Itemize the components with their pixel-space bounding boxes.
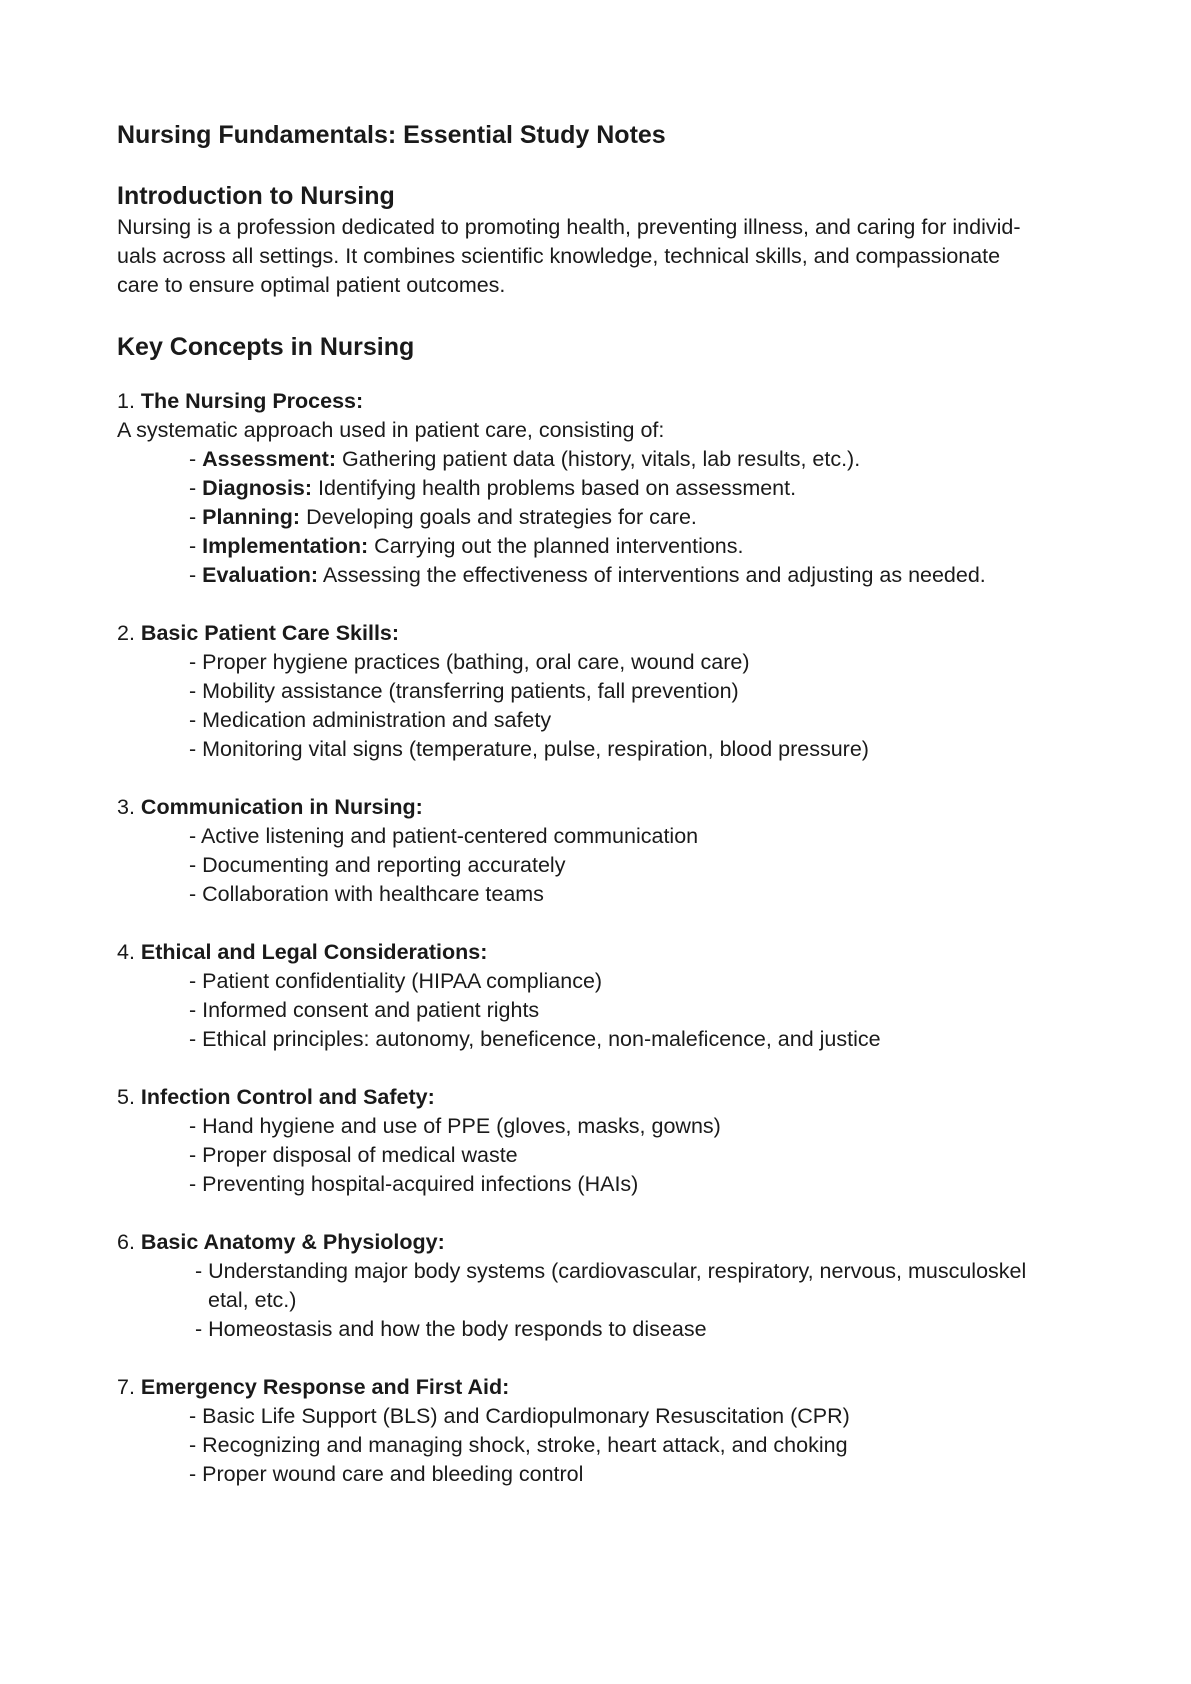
list-item [189,822,1097,851]
item-text: Collaboration with healthcare teams [202,882,544,906]
concept-items [117,822,1097,909]
list-item [189,880,1097,909]
item-text: Preventing hospital-acquired infections (HAIs) [202,1172,639,1196]
item-text: Monitoring vital signs (temperature, pulse, respiration, blood pressure) [202,737,869,761]
intro-paragraph [117,213,1097,300]
intro-heading: Introduction to Nursing [117,182,395,210]
concept-number: 3. [117,795,135,819]
list-item [189,967,1097,996]
bullet: - [189,708,203,732]
concept-title [117,387,1097,416]
bullet: - [189,969,203,993]
concept-number: 7. [117,1375,135,1399]
item-text: Patient confidentiality (HIPAA compliance) [202,969,603,993]
item-text: Proper hygiene practices (bathing, oral care, wound care) [202,650,750,674]
bullet: - [189,1433,203,1457]
intro-line: Nursing is a profession dedicated to promoting health, preventing illness, and caring for individ- [117,215,1021,239]
list-item [189,648,1097,677]
list-item [189,1431,1097,1460]
concept-title-text: Communication in Nursing: [140,795,423,819]
concept-items [117,1257,1097,1344]
document-title: Nursing Fundamentals: Essential Study Notes [117,121,666,149]
item-text: Understanding major body systems (cardiovascular, respiratory, nervous, musculoskel [208,1259,1027,1283]
list-item [189,706,1097,735]
item-text-continuation: etal, etc.) [208,1288,297,1312]
list-item [189,1170,1097,1199]
concept-title [117,1083,1097,1112]
item-text: Gathering patient data (history, vitals, lab results, etc.). [341,447,861,471]
item-text: Proper wound care and bleeding control [202,1462,584,1486]
concept-title [117,1373,1097,1402]
list-item [195,1315,1097,1344]
list-item [189,474,1097,503]
list-item [189,1141,1097,1170]
list-item [189,1025,1097,1054]
item-text: Mobility assistance (transferring patients, fall prevention) [202,679,739,703]
key-concepts-heading: Key Concepts in Nursing [117,333,415,361]
concept-items [117,967,1097,1054]
bullet: - [189,563,203,587]
concept-infection-control [117,1083,1097,1199]
item-text: Medication administration and safety [202,708,552,732]
item-text: Informed consent and patient rights [202,998,540,1022]
item-text: Proper disposal of medical waste [202,1143,518,1167]
bullet: - [189,505,203,529]
concept-ethical-legal [117,938,1097,1054]
concept-items [117,648,1097,764]
item-text: Assessing the effectiveness of interventions and adjusting as needed. [322,563,986,587]
item-text: Active listening and patient-centered communication [200,824,699,848]
concept-basic-care-skills [117,619,1097,764]
item-text: Basic Life Support (BLS) and Cardiopulmonary Resuscitation (CPR) [202,1404,850,1428]
document-page [117,118,1097,1518]
concept-communication [117,793,1097,909]
item-text: Identifying health problems based on assessment. [318,476,797,500]
concept-title [117,793,1097,822]
bullet: - [189,447,203,471]
concept-title [117,938,1097,967]
concept-items [117,445,1097,590]
concept-description: A systematic approach used in patient care, consisting of: [117,418,665,442]
item-label: Planning: [202,505,301,529]
list-item [189,532,1097,561]
list-item [189,561,1097,590]
list-item [189,996,1097,1025]
bullet: - [195,1259,209,1283]
bullet: - [189,534,203,558]
bullet: - [189,679,203,703]
bullet: - [189,998,203,1022]
concept-title-text: Basic Anatomy & Physiology: [140,1230,445,1254]
bullet: - [189,737,203,761]
concept-number: 4. [117,940,135,964]
concept-nursing-process [117,387,1097,590]
bullet: - [189,1404,203,1428]
item-label: Diagnosis: [202,476,313,500]
item-text: Developing goals and strategies for care. [306,505,697,529]
list-item [189,735,1097,764]
list-item [189,677,1097,706]
item-label: Evaluation: [202,563,319,587]
item-text: Recognizing and managing shock, stroke, heart attack, and choking [202,1433,848,1457]
concept-items [117,1112,1097,1199]
list-item [189,851,1097,880]
concept-title-text: Ethical and Legal Considerations: [140,940,488,964]
concept-title [117,619,1097,648]
concept-title [117,1228,1097,1257]
concept-title-text: Infection Control and Safety: [140,1085,435,1109]
concept-title-text: The Nursing Process: [140,389,364,413]
item-text: Ethical principles: autonomy, beneficence, non-maleficence, and justice [202,1027,881,1051]
bullet: - [189,882,203,906]
concept-number: 6. [117,1230,135,1254]
concept-anatomy-physiology [117,1228,1097,1344]
bullet: - [189,1462,203,1486]
concept-number: 1. [117,389,135,413]
concept-number: 5. [117,1085,135,1109]
item-label: Implementation: [202,534,369,558]
item-label: Assessment: [202,447,336,471]
bullet: - [189,650,203,674]
list-item [189,1112,1097,1141]
intro-line: care to ensure optimal patient outcomes. [117,273,506,297]
bullet: - [189,1143,203,1167]
concept-items [117,1402,1097,1489]
list-item [195,1257,1097,1315]
bullet: - [189,824,201,848]
bullet: - [189,1114,203,1138]
item-text: Documenting and reporting accurately [202,853,566,877]
list-item [189,445,1097,474]
item-text: Hand hygiene and use of PPE (gloves, masks, gowns) [202,1114,721,1138]
list-item [189,503,1097,532]
list-item [189,1402,1097,1431]
concept-title-text: Basic Patient Care Skills: [140,621,400,645]
bullet: - [189,1027,203,1051]
concept-number: 2. [117,621,135,645]
intro-line: uals across all settings. It combines scientific knowledge, technical skills, and compassionate [117,244,1001,268]
concept-title-text: Emergency Response and First Aid: [140,1375,510,1399]
bullet: - [189,476,203,500]
bullet: - [189,853,203,877]
bullet: - [189,1172,203,1196]
concept-emergency-response [117,1373,1097,1489]
bullet: - [195,1317,209,1341]
list-item [189,1460,1097,1489]
item-text: Carrying out the planned interventions. [374,534,744,558]
item-text: Homeostasis and how the body responds to disease [208,1317,707,1341]
